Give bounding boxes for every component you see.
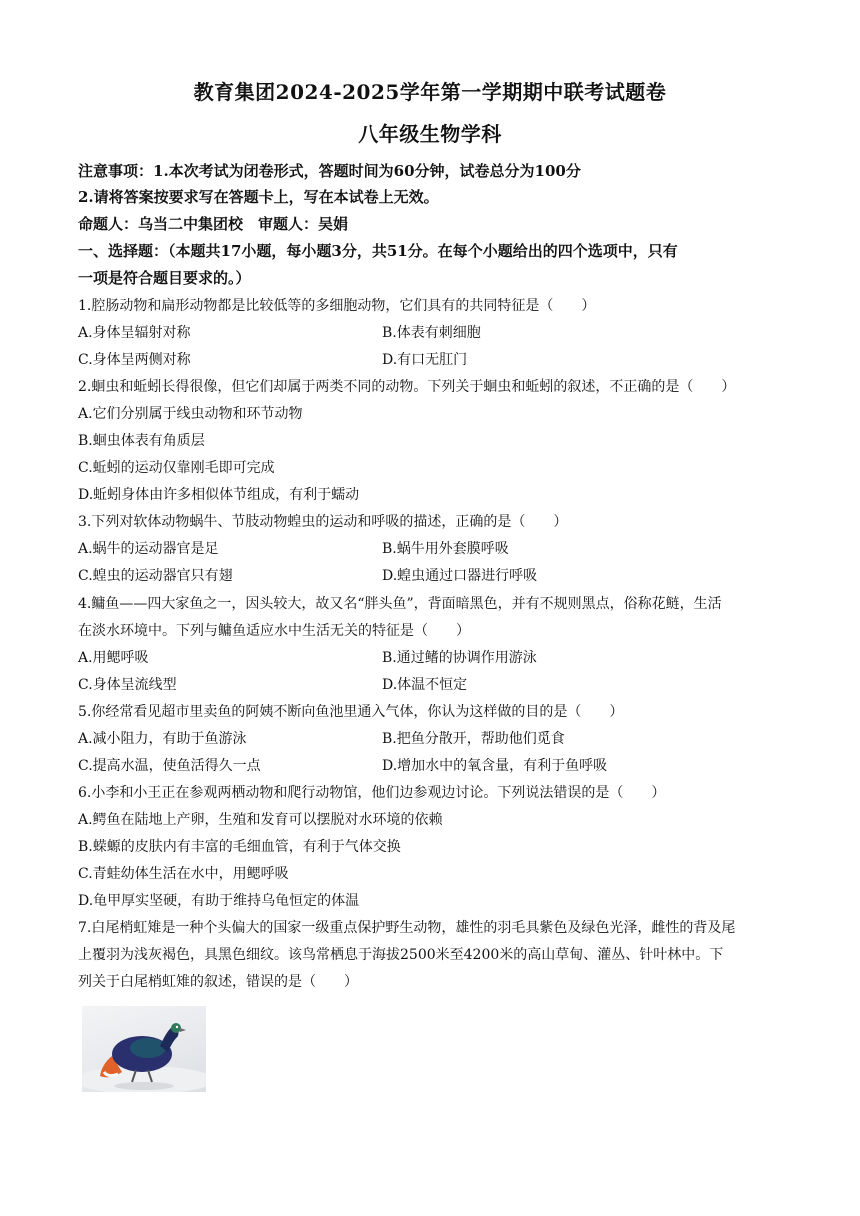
authors-line: 命题人：乌当二中集团校 审题人：吴娟 [78,215,349,233]
section-heading-line-2: 一项是符合题目要求的。） [78,269,251,287]
section-heading-line-1: 一、选择题：（本题共17小题，每小题3分，共51分。在每个小题给出的四个选项中，只有 [78,242,678,260]
q6-option-d: D.龟甲厚实坚硬，有助于维持乌龟恒定的体温 [78,893,360,909]
question-5-stem: 5.你经常看见超市里卖鱼的阿姨不断向鱼池里通入气体，你认为这样做的目的是（ ） [78,704,624,720]
q4-option-b: B.通过鳍的协调作用游泳 [382,650,537,666]
q6-option-c: C.青蛙幼体生活在水中，用鳃呼吸 [78,866,289,882]
question-1-stem: 1.腔肠动物和扁形动物都是比较低等的多细胞动物，它们具有的共同特征是（ ） [78,298,596,314]
q6-option-b: B.蝾螈的皮肤内有丰富的毛细血管，有利于气体交换 [78,839,401,855]
notice-line-1: 注意事项：1.本次考试为闭卷形式，答题时间为60分钟，试卷总分为100分 [78,162,581,180]
q4-option-d: D.体温不恒定 [382,677,468,693]
q3-option-b: B.蜗牛用外套膜呼吸 [382,541,509,557]
q2-option-b: B.蛔虫体表有角质层 [78,433,205,449]
q2-option-a: A.它们分别属于线虫动物和环节动物 [78,406,303,422]
question-7-stem-line-3: 列关于白尾梢虹雉的叙述，错误的是（ ） [78,974,358,990]
q2-option-d: D.蚯蚓身体由许多相似体节组成，有利于蠕动 [78,487,360,503]
q6-option-a: A.鳄鱼在陆地上产卵，生殖和发育可以摆脱对水环境的依赖 [78,812,443,828]
page-title: 教育集团2024-2025学年第一学期期中联考试题卷 [193,80,667,104]
question-7-stem-line-1: 7.白尾梢虹雉是一种个头偏大的国家一级重点保护野生动物，雄性的羽毛具紫色及绿色光泽，雌性的背及尾 [78,920,736,936]
q5-option-a: A.减小阻力，有助于鱼游泳 [78,731,247,747]
question-4-stem-line-2: 在淡水环境中。下列与鳙鱼适应水中生活无关的特征是（ ） [78,623,470,639]
q3-option-c: C.蝗虫的运动器官只有翅 [78,568,233,584]
page-subtitle: 八年级生物学科 [358,122,502,146]
q3-option-a: A.蜗牛的运动器官是足 [78,541,219,557]
question-3-stem: 3.下列对软体动物蜗牛、节肢动物蝗虫的运动和呼吸的描述，正确的是（ ） [78,514,568,530]
q1-option-b: B.体表有刺细胞 [382,325,481,341]
q4-option-c: C.身体呈流线型 [78,677,177,693]
pheasant-illustration [82,1006,206,1092]
question-4-stem-line-1: 4.鳙鱼——四大家鱼之一，因头较大，故又名“胖头鱼”，背面暗黑色，并有不规则黑点，俗称花鲢，生活 [78,596,722,612]
question-6-stem: 6.小李和小王正在参观两栖动物和爬行动物馆，他们边参观边讨论。下列说法错误的是（ ） [78,785,666,801]
q2-option-c: C.蚯蚓的运动仅靠刚毛即可完成 [78,460,275,476]
question-2-stem: 2.蛔虫和蚯蚓长得很像，但它们却属于两类不同的动物。下列关于蛔虫和蚯蚓的叙述，不正确的是（ ） [78,379,736,395]
q1-option-a: A.身体呈辐射对称 [78,325,191,341]
q4-option-a: A.用鳃呼吸 [78,650,149,666]
pheasant-photo [82,1006,206,1092]
q5-option-d: D.增加水中的氧含量，有利于鱼呼吸 [382,758,608,774]
q3-option-d: D.蝗虫通过口器进行呼吸 [382,568,538,584]
q5-option-c: C.提高水温，使鱼活得久一点 [78,758,261,774]
q1-option-d: D.有口无肛门 [382,352,468,368]
q1-option-c: C.身体呈两侧对称 [78,352,191,368]
question-7-stem-line-2: 上覆羽为浅灰褐色，具黑色细纹。该鸟常栖息于海拔2500米至4200米的高山草甸、灌丛、针叶林中。下 [78,947,724,963]
q5-option-b: B.把鱼分散开，帮助他们觅食 [382,731,565,747]
notice-line-2: 2.请将答案按要求写在答题卡上，写在本试卷上无效。 [78,188,439,206]
